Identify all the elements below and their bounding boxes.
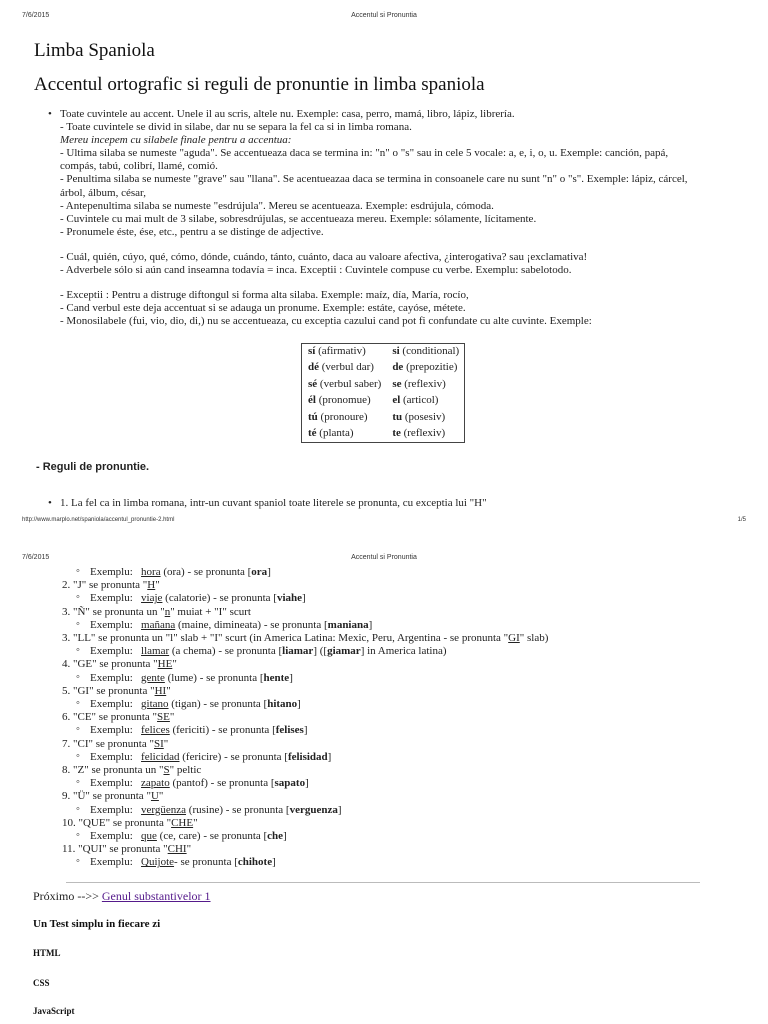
pronunciation-note: ] in America latina) [360, 645, 447, 658]
pronunciation-suffix: ] [289, 671, 293, 684]
rule-heading [62, 738, 742, 751]
page-header [0, 554, 768, 566]
rule-heading [62, 711, 742, 724]
rule-text: 5. "GI" se pronunta " [62, 684, 155, 697]
text-line: - Toate cuvintele se divid in silabe, dar nu se separa la fel ca si in limba romana. [60, 121, 412, 134]
example-label: Exemplu: [90, 592, 133, 605]
accent-word: dé [308, 361, 319, 374]
text-line: - Antepenultima silaba se numeste "esdrújula". Mereu se acentueaza. Exemple: esdrújula, cómoda. [60, 199, 494, 212]
rule-text: 6. "CE" se pronunta " [62, 711, 158, 724]
word-meaning: (pronoure) [320, 410, 368, 423]
rule-text-end: " [163, 737, 169, 750]
pronunciation: felisidad [287, 750, 328, 763]
example-line [62, 645, 742, 658]
language-javascript: JavaScript [33, 1006, 75, 1016]
table-cell [302, 426, 386, 442]
header-title: Accentul si Pronuntia [351, 554, 417, 561]
pronounced-as: SI [154, 737, 164, 750]
rule-text-end: " [166, 684, 171, 697]
pronunciation-prefix: - se pronunta [ [213, 592, 277, 605]
table-cell [302, 344, 386, 360]
example-line [62, 619, 742, 632]
pronunciation-prefix: - se pronunta [ [210, 777, 275, 790]
table-cell [386, 360, 464, 376]
accent-word: si [392, 345, 400, 357]
rule-block [46, 121, 746, 328]
rule-text: 10. "QUE" se pronunta " [62, 816, 172, 829]
accent-word: sí [308, 345, 316, 357]
pronunciation-prefix: - se pronunta [ [225, 803, 290, 816]
example-word: gente [141, 671, 165, 684]
rule-text: 3. "Ñ" se pronunta un " [62, 605, 165, 618]
word-meaning: (pronomue) [318, 394, 371, 407]
text-line: compás, tabú, colibrí, llamé, comió. [60, 160, 218, 173]
text-line: - Exceptii : Pentru a distruge diftongul si forma alta silaba. Exemple: maíz, día, María, rocío, [60, 289, 469, 302]
text-line: - Cuál, quién, cúyo, qué, cómo, dónde, cuándo, tánto, cuánto, daca au valoare afectiva, ¿interogativa? sau ¡exclamativa! [60, 250, 588, 263]
footer-page-number: 1/5 [737, 517, 746, 523]
pronunciation-suffix: ] [297, 698, 301, 711]
example-meaning: (fericire) [182, 750, 222, 763]
example-meaning: (pantof) [172, 777, 208, 790]
example-line [62, 777, 742, 790]
pronunciation-alt: giamar [327, 645, 361, 658]
example-label: Exemplu: [90, 566, 133, 578]
table-row [302, 344, 464, 360]
page-gap [0, 528, 768, 548]
pronunciation: viahe [276, 592, 303, 605]
pronunciation: maniana [327, 618, 369, 631]
table-cell [386, 344, 464, 360]
header-title: Accentul si Pronuntia [351, 12, 417, 19]
text-line: - Pronumele éste, ése, etc., pentru a se distinge de adjective. [60, 225, 324, 238]
accent-rules [46, 108, 746, 328]
site-title: Limba Spaniola [34, 40, 155, 61]
example-word: viaje [141, 592, 163, 605]
rule-text: 9. "Ü" se pronunta " [62, 790, 151, 803]
table-cell [386, 426, 464, 442]
word-meaning: (afirmativ) [318, 345, 366, 357]
example-line [62, 724, 742, 737]
rule-heading [62, 790, 742, 803]
pronunciation-suffix: ] [302, 592, 306, 605]
example-meaning: (calatorie) [165, 592, 211, 605]
accent-word: tu [392, 410, 403, 423]
table-cell [302, 377, 386, 393]
daily-test-heading: Un Test simplu in fiecare zi [33, 918, 161, 930]
pronounced-as: U [150, 790, 159, 803]
pronunciation-sep: ] ([ [313, 645, 328, 658]
rule-text-end: " [186, 843, 192, 856]
pronunciation: liamar [282, 645, 314, 658]
example-label: Exemplu: [90, 618, 133, 631]
example-meaning: (maine, dimineata) [177, 618, 262, 631]
rule-heading [62, 817, 742, 830]
rule-text: 8. "Z" se pronunta un " [62, 764, 164, 777]
pronunciation-prefix: - se pronunta [ [218, 645, 283, 658]
word-meaning: (planta) [319, 427, 354, 440]
accent-word: té [308, 427, 317, 440]
table-cell [302, 360, 386, 376]
pronunciation-suffix: ] [303, 724, 308, 737]
accent-word: se [392, 377, 402, 390]
pronunciation-prefix: - se pronunta [ [174, 856, 238, 869]
pronounced-as: CHI [167, 843, 187, 856]
accent-word: de [392, 361, 404, 374]
rule-heading [62, 658, 742, 671]
example-label: Exemplu: [90, 671, 133, 684]
pronounced-as: CHE [171, 816, 194, 829]
pronounced-as: HI [154, 684, 167, 697]
example-word: mañana [141, 618, 176, 631]
example-meaning: (ora) [163, 566, 185, 578]
word-meaning: (articol) [403, 394, 439, 407]
pronunciation-suffix: ] [272, 856, 276, 869]
text-line: - Cand verbul este deja accentuat si se adauga un pronume. Exemple: estáte, cayóse, métete. [60, 302, 466, 315]
example-word: vergüenza [141, 803, 187, 816]
list-item: • 1. La fel ca in limba romana, intr-un cuvant spaniol toate literele se pronunta, cu exceptia lui "H" [46, 497, 487, 509]
rule-text-end: " muiat + "I" scurt [170, 605, 251, 618]
word-meaning: (reflexiv) [403, 427, 446, 440]
example-meaning: (tigan) [171, 698, 201, 711]
example-label: Exemplu: [90, 777, 133, 790]
table-row [302, 426, 464, 442]
pronounced-as: n [164, 605, 171, 618]
pronunciation-suffix: ] [327, 750, 332, 763]
accent-word: el [392, 394, 401, 407]
text-line: - Monosilabele (fui, vio, dio, di,) nu se accentueaza, cu exceptia cazului cand pot fi confundate cu alte cuvinte. Exemple: [60, 315, 592, 328]
pronunciation-suffix: ] [305, 777, 309, 790]
example-word: hora [141, 566, 161, 578]
text-line: árbol, álbum, césar, [60, 186, 146, 199]
text-line: - Cuvintele cu mai mult de 3 silabe, sobresdrújulas, se accentueaza mereu. Exemple: sólamente, lícitamente. [60, 212, 537, 225]
rule-heading [62, 843, 742, 856]
language-html: HTML [33, 948, 61, 958]
example-word: felicidad [141, 750, 180, 763]
example-label: Exemplu: [90, 698, 133, 711]
word-meaning: (prepozitie) [406, 361, 458, 374]
table-cell [386, 393, 464, 409]
list-item: • Toate cuvintele au accent. Unele il au scris, altele nu. Exemple: casa, perro, mamá, libro, lápiz, librería. [46, 108, 746, 121]
example-label: Exemplu: [90, 803, 133, 816]
example-meaning: (a chema) [171, 645, 216, 658]
example-line [62, 804, 742, 817]
word-meaning: (conditional) [402, 345, 460, 357]
example-label: Exemplu: [90, 724, 133, 737]
example-word: felices [141, 724, 170, 737]
example-meaning: (ce, care) [159, 830, 201, 843]
rule-heading [62, 579, 742, 592]
pronunciation-suffix: ] [368, 618, 373, 631]
table-row [302, 410, 464, 426]
rule-heading [62, 685, 742, 698]
word-meaning: (reflexiv) [404, 377, 446, 390]
example-meaning: (fericiti) [172, 724, 210, 737]
pronounced-as: S [163, 764, 170, 777]
example-line [62, 592, 742, 605]
pronounced-as: SE [157, 711, 170, 724]
example-line [62, 751, 742, 764]
rule-text: 3. "LL" se pronunta un "l" slab + "I" scurt (in America Latina: Mexic, Peru, Argentina - se pronunta " [62, 632, 509, 645]
text-line: - Penultima silaba se numeste "grave" sau "llana". Se acentueazaa daca se termina in consoanele care nu sunt "n" o "s". Exemple: lápiz, cárcel, [60, 173, 688, 186]
rule-text-end: " [193, 816, 198, 829]
pronunciation: hente [263, 671, 290, 684]
example-meaning: (lume) [167, 671, 197, 684]
accent-word: tú [308, 410, 318, 423]
example-meaning: (rusine) [188, 803, 223, 816]
table-row [302, 377, 464, 393]
next-lesson-link[interactable]: Genul substantivelor 1 [101, 889, 211, 903]
pronunciation-suffix: ] [267, 566, 271, 578]
pronunciation-prefix: - se pronunta [ [224, 750, 288, 763]
pronunciation-rules-list [62, 566, 742, 870]
pronounced-as: GI [508, 632, 520, 645]
rule-text-end: " slab) [519, 632, 549, 645]
example-line [62, 698, 742, 711]
word-meaning: (posesiv) [404, 410, 446, 423]
pronunciation-prefix: - se pronunta [ [199, 671, 264, 684]
pronunciation: verguenza [289, 803, 338, 816]
page-title: Accentul ortografic si reguli de pronuntie in limba spaniola [34, 74, 485, 95]
text-line: - Adverbele sólo si aún cand inseamna todavía = inca. Exceptii : Cuvintele compuse cu verbe. Exemplu: sabelotodo. [60, 264, 572, 277]
table-row [302, 360, 464, 376]
pronunciation-prefix: - se pronunta [ [203, 830, 268, 843]
accent-word: te [392, 427, 401, 440]
rule-heading [62, 632, 742, 645]
pronunciation-prefix: - se pronunta [ [263, 618, 328, 631]
accent-word: sé [308, 377, 318, 390]
section-heading: - Reguli de pronuntie. [36, 461, 150, 473]
table-row [302, 393, 464, 409]
pronunciation: sapato [274, 777, 306, 790]
rule-text: 7. "CI" se pronunta " [62, 737, 154, 750]
rule-heading [62, 764, 742, 777]
rule-heading [62, 606, 742, 619]
page-header [0, 12, 768, 24]
footer-url: http://www.marplo.net/spaniola/accentul_pronuntie-2.html [22, 517, 175, 523]
pronunciation-prefix: - se pronunta [ [187, 566, 252, 578]
text-line: Mereu incepem cu silabele finale pentru a accentua: [60, 134, 292, 147]
pronunciation-rule-1 [46, 497, 487, 509]
header-date: 7/6/2015 [22, 12, 50, 19]
accent-word: él [308, 394, 316, 407]
example-word: zapato [141, 777, 170, 790]
rule-text-end: " peltic [169, 764, 202, 777]
next-lesson [33, 889, 211, 904]
pronunciation: hitano [267, 698, 298, 711]
language-css: CSS [33, 978, 50, 988]
example-label: Exemplu: [90, 645, 133, 658]
page-footer [0, 517, 768, 527]
example-line [62, 566, 742, 579]
pronunciation-prefix: - se pronunta [ [211, 724, 276, 737]
header-date: 7/6/2015 [22, 554, 50, 561]
example-line [62, 856, 742, 869]
rule-text: 2. "J" se pronunta " [62, 579, 148, 592]
text-line: - Ultima silaba se numeste "aguda". Se accentueaza daca se termina in: "n" o "s" sau in cele 5 vocale: a, e, i, o, u. Exemple: canción, papá, [60, 147, 669, 160]
next-label: Próximo -->> [33, 889, 99, 903]
example-word: Quijote [141, 856, 175, 869]
example-word: llamar [141, 645, 170, 658]
rule-text-end: " [172, 658, 177, 671]
pronounced-as: HE [157, 658, 173, 671]
word-meaning: (verbul saber) [319, 377, 382, 390]
rule-text: 11. "QUI" se pronunta " [62, 843, 168, 856]
table-cell [386, 377, 464, 393]
divider [66, 882, 700, 883]
pdf-page-2 [0, 548, 768, 1024]
rule-text-end: " [169, 711, 175, 724]
rule-text-end: " [155, 579, 160, 592]
table-cell [302, 393, 386, 409]
table-cell [386, 410, 464, 426]
example-word: gitano [141, 698, 169, 711]
rule-text: 4. "GE" se pronunta " [62, 658, 158, 671]
example-label: Exemplu: [90, 750, 133, 763]
example-label: Exemplu: [90, 856, 133, 869]
pronunciation-suffix: ] [337, 803, 342, 816]
monosyllable-table [301, 343, 465, 443]
example-line [62, 672, 742, 685]
pronunciation: che [267, 830, 284, 843]
rule-text-end: " [158, 790, 164, 803]
pronunciation: ora [251, 566, 268, 578]
pronunciation-suffix: ] [283, 830, 287, 843]
example-label: Exemplu: [90, 830, 133, 843]
word-meaning: (verbul dar) [321, 361, 374, 374]
example-word: que [141, 830, 157, 843]
pronunciation: chihote [237, 856, 273, 869]
pronunciation: felises [275, 724, 304, 737]
example-line [62, 830, 742, 843]
pronunciation-prefix: - se pronunta [ [203, 698, 268, 711]
pronounced-as: H [147, 579, 156, 592]
table-cell [302, 410, 386, 426]
